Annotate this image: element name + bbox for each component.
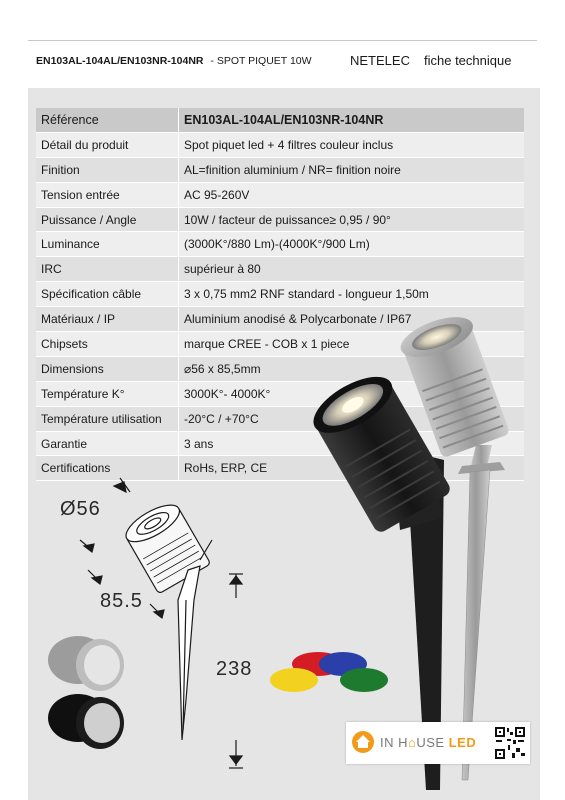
length-label: 85.5 [100, 590, 143, 612]
spec-label: Matériaux / IP [36, 307, 179, 332]
spec-value: supérieur à 80 [179, 257, 525, 282]
accessory-rings [48, 636, 124, 749]
spec-label: Spécification câble [36, 282, 179, 307]
spec-label: IRC [36, 257, 179, 282]
spec-value: AC 95-260V [179, 182, 525, 207]
spec-value: Aluminium anodisé & Polycarbonate / IP67 [179, 307, 525, 332]
house-icon [352, 731, 374, 753]
spec-label: Référence [36, 108, 179, 132]
spec-value: 3 x 0,75 mm2 RNF standard - longueur 1,50m [179, 282, 525, 307]
spec-label: Tension entrée [36, 182, 179, 207]
inhouse-led-logo [346, 722, 530, 764]
product-reference: EN103AL-104AL/EN103NR-104NR [36, 55, 204, 67]
spec-value: 3 ans [179, 431, 525, 456]
spec-label: Garantie [36, 431, 179, 456]
spec-value: marque CREE - COB x 1 piece [179, 332, 525, 357]
spec-value: -20°C / +70°C [179, 406, 525, 431]
spec-label: Chipsets [36, 332, 179, 357]
spec-value: EN103AL-104AL/EN103NR-104NR [179, 108, 525, 132]
spec-value: ⌀56 x 85,5mm [179, 356, 525, 381]
spec-label: Température K° [36, 381, 179, 406]
spec-label: Dimensions [36, 356, 179, 381]
spec-value: 10W / facteur de puissance≥ 0,95 / 90° [179, 207, 525, 232]
logo-text: IN H⌂USE LED [380, 735, 477, 750]
qr-code-icon [494, 726, 526, 760]
spec-value: (3000K°/880 Lm)-(4000K°/900 Lm) [179, 232, 525, 257]
spec-value: RoHs, ERP, CE [179, 456, 525, 481]
spec-value: AL=finition aluminium / NR= finition noire [179, 157, 525, 182]
dimension-drawing [121, 498, 212, 740]
spec-label: Puissance / Angle [36, 207, 179, 232]
height-label: 238 [216, 658, 253, 680]
spec-value: 3000K°- 4000K° [179, 381, 525, 406]
document-type: fiche technique [424, 53, 512, 68]
diameter-label: Ø56 [60, 498, 101, 520]
spec-value: Spot piquet led + 4 filtres couleur inclus [179, 132, 525, 157]
spec-label: Finition [36, 157, 179, 182]
spec-label: Luminance [36, 232, 179, 257]
color-filters [270, 652, 388, 692]
spec-label: Détail du produit [36, 132, 179, 157]
product-subtitle: - SPOT PIQUET 10W [210, 55, 312, 67]
spec-label: Température utilisation [36, 406, 179, 431]
brand-name: NETELEC [350, 53, 410, 68]
spec-label: Certifications [36, 456, 179, 481]
